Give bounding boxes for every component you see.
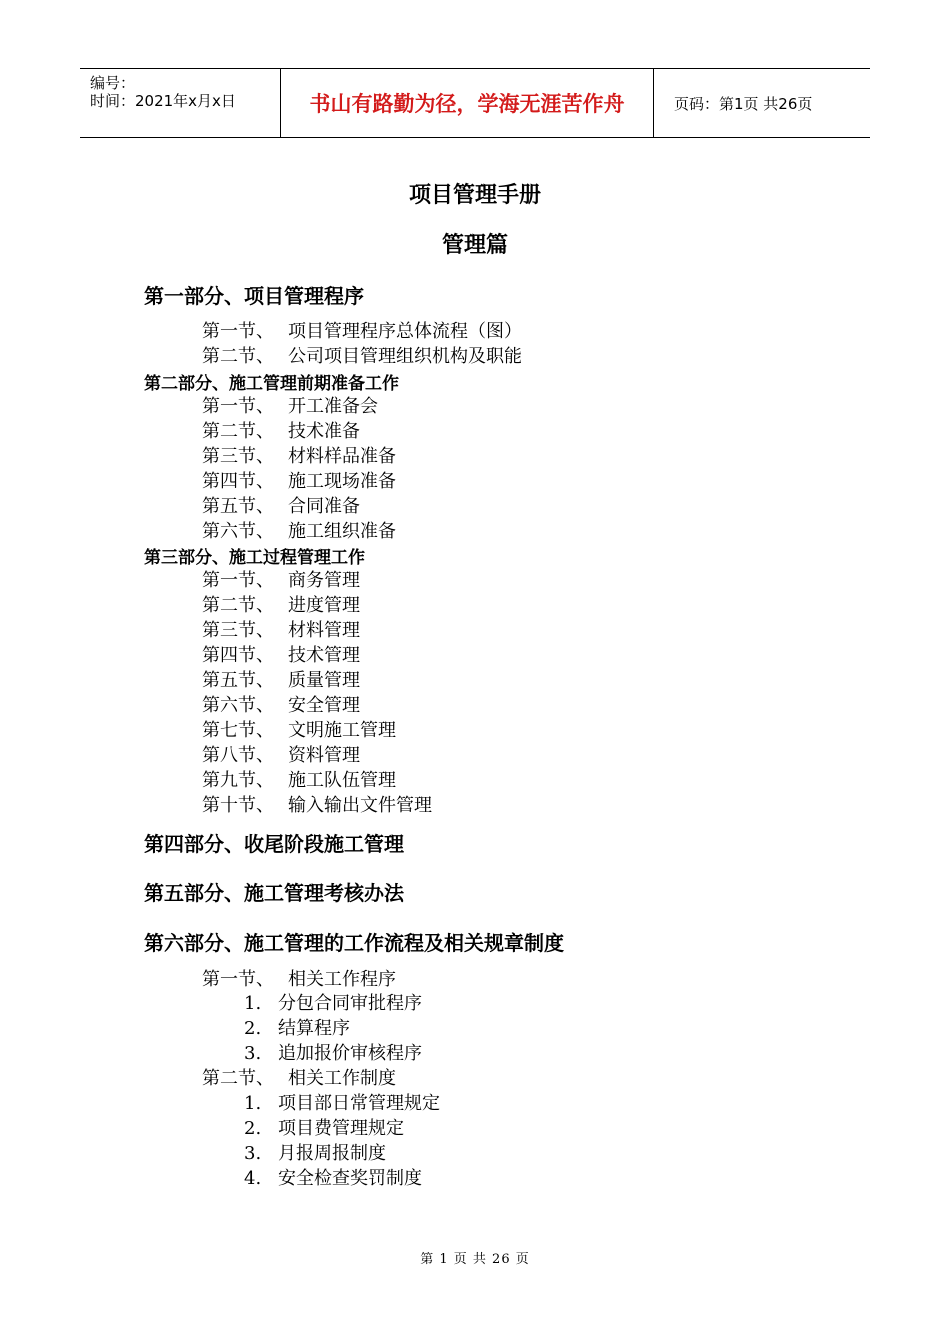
- section-title: 开工准备会: [288, 396, 378, 417]
- section-number: 第三节、: [202, 620, 274, 641]
- part-3-section-9: [202, 766, 396, 792]
- section-title: 进度管理: [288, 595, 360, 616]
- section-title: 质量管理: [288, 670, 360, 691]
- item-text: 结算程序: [278, 1018, 350, 1039]
- section-number: 第五节、: [202, 670, 274, 691]
- item-number: 3.: [244, 1043, 262, 1064]
- section-title: 相关工作程序: [288, 969, 396, 990]
- section-number: 第九节、: [202, 770, 274, 791]
- section-title: 资料管理: [288, 745, 360, 766]
- section-number: 第四节、: [202, 645, 274, 666]
- part-3-section-1: [202, 566, 360, 592]
- part-1-section-2: [202, 342, 522, 368]
- section-title: 输入输出文件管理: [288, 795, 432, 816]
- section-title: 商务管理: [288, 570, 360, 591]
- section-title: 合同准备: [288, 496, 360, 517]
- page-info-text: 页码：第1页 共26页: [674, 94, 813, 113]
- part-6-sec2-item-4: [244, 1164, 422, 1190]
- section-number: 第一节、: [202, 396, 274, 417]
- section-number: 第八节、: [202, 745, 274, 766]
- section-number: 第七节、: [202, 720, 274, 741]
- section-title: 施工队伍管理: [288, 770, 396, 791]
- part-6-sec1-item-2: [244, 1014, 350, 1040]
- part-1-section-1: [202, 317, 522, 343]
- item-text: 月报周报制度: [278, 1143, 386, 1164]
- item-number: 3.: [244, 1143, 262, 1164]
- part-6-sec2-item-3: [244, 1139, 386, 1165]
- part-5-heading: 第五部分、施工管理考核办法: [144, 881, 404, 905]
- part-3-section-4: [202, 641, 360, 667]
- section-title: 相关工作制度: [288, 1068, 396, 1089]
- part-3-section-2: [202, 591, 360, 617]
- part-2-heading: 第二部分、施工管理前期准备工作: [144, 374, 399, 394]
- part-3-section-3: [202, 616, 360, 642]
- item-number: 2.: [244, 1118, 262, 1139]
- part-6-sec1-item-3: [244, 1039, 422, 1065]
- part-2-section-4: [202, 467, 396, 493]
- part-2-section-3: [202, 442, 396, 468]
- time-label: 时间：2021年x月x日: [90, 92, 236, 110]
- section-number: 第十节、: [202, 795, 274, 816]
- section-title: 公司项目管理组织机构及职能: [288, 346, 522, 367]
- part-2-section-5: [202, 492, 360, 518]
- section-title: 项目管理程序总体流程（图）: [288, 321, 522, 342]
- section-number: 第一节、: [202, 570, 274, 591]
- section-number: 第四节、: [202, 471, 274, 492]
- section-title: 施工组织准备: [288, 521, 396, 542]
- part-2-section-2: [202, 417, 360, 443]
- section-number: 第六节、: [202, 695, 274, 716]
- item-text: 分包合同审批程序: [278, 993, 422, 1014]
- section-title: 施工现场准备: [288, 471, 396, 492]
- section-title: 材料样品准备: [288, 446, 396, 467]
- page-footer: 第 1 页 共 26 页: [420, 1252, 530, 1267]
- part-6-heading: 第六部分、施工管理的工作流程及相关规章制度: [144, 931, 564, 955]
- section-number: 第二节、: [202, 421, 274, 442]
- item-text: 项目部日常管理规定: [278, 1093, 440, 1114]
- section-number: 第六节、: [202, 521, 274, 542]
- section-number: 第一节、: [202, 321, 274, 342]
- part-3-section-6: [202, 691, 360, 717]
- part-6-sec2-item-2: [244, 1114, 404, 1140]
- header-meta-cell: [80, 69, 281, 137]
- page-header: [80, 68, 870, 138]
- item-number: 1.: [244, 993, 262, 1014]
- part-3-section-10: [202, 791, 432, 817]
- section-number: 第二节、: [202, 346, 274, 367]
- section-title: 材料管理: [288, 620, 360, 641]
- item-number: 1.: [244, 1093, 262, 1114]
- document-subtitle: 管理篇: [441, 233, 508, 258]
- item-text: 追加报价审核程序: [278, 1043, 422, 1064]
- item-text: 安全检查奖罚制度: [278, 1168, 422, 1189]
- motto: 书山有路勤为径，学海无涯苦作舟: [281, 69, 654, 137]
- section-number: 第一节、: [202, 969, 274, 990]
- section-title: 安全管理: [288, 695, 360, 716]
- section-number: 第二节、: [202, 595, 274, 616]
- part-3-heading: 第三部分、施工过程管理工作: [144, 548, 365, 568]
- document-title: 项目管理手册: [408, 183, 541, 208]
- section-title: 技术准备: [288, 421, 360, 442]
- part-4-heading: 第四部分、收尾阶段施工管理: [144, 832, 404, 856]
- section-title: 文明施工管理: [288, 720, 396, 741]
- item-number: 2.: [244, 1018, 262, 1039]
- part-6-section-2: [202, 1064, 396, 1090]
- part-3-section-8: [202, 741, 360, 767]
- section-number: 第三节、: [202, 446, 274, 467]
- part-3-section-7: [202, 716, 396, 742]
- section-number: 第五节、: [202, 496, 274, 517]
- part-3-section-5: [202, 666, 360, 692]
- part-2-section-1: [202, 392, 378, 418]
- part-6-sec1-item-1: [244, 989, 422, 1015]
- part-6-section-1: [202, 965, 396, 991]
- page-info: [664, 69, 870, 137]
- item-text: 项目费管理规定: [278, 1118, 404, 1139]
- part-6-sec2-item-1: [244, 1089, 440, 1115]
- code-label: 编号：: [90, 74, 136, 92]
- part-2-section-6: [202, 517, 396, 543]
- section-number: 第二节、: [202, 1068, 274, 1089]
- part-1-heading: 第一部分、项目管理程序: [144, 284, 364, 308]
- item-number: 4.: [244, 1168, 262, 1189]
- section-title: 技术管理: [288, 645, 360, 666]
